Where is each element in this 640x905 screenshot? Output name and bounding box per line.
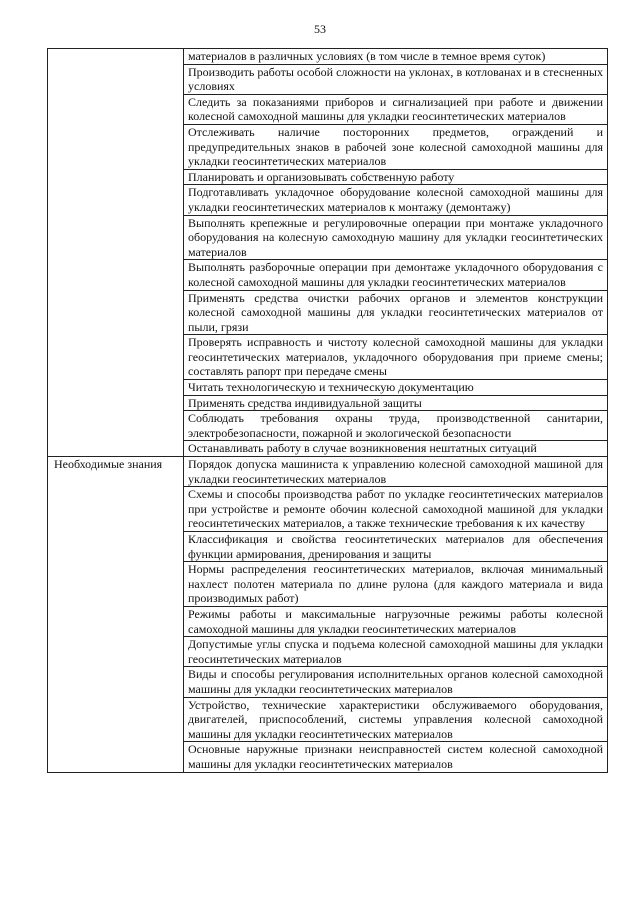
item-text: Следить за показаниями приборов и сигнализацией при работе и движении колесной самоходной машины для укладки геосинтетических материалов — [184, 94, 608, 124]
competency-table-body — [48, 49, 608, 773]
item-text: Основные наружные признаки неисправностей систем колесной самоходной машины для укладки геосинтетических материалов — [184, 742, 608, 772]
item-text: Читать технологическую и техническую документацию — [184, 380, 608, 396]
page-number: 53 — [314, 22, 326, 36]
competency-table — [47, 48, 608, 773]
item-text: Проверять исправность и чистоту колесной самоходной машины для укладки геосинтетических материалов, укладочного оборудования при приеме смены; составлять рапорт при передаче смены — [184, 335, 608, 380]
item-text: Классификация и свойства геосинтетических материалов для обеспечения функции армирования, дренирования и защиты — [184, 532, 608, 562]
item-text: Режимы работы и максимальные нагрузочные режимы работы колесной самоходной машины для укладки геосинтетических материалов — [184, 606, 608, 636]
item-text: Допустимые углы спуска и подъема колесной самоходной машины для укладки геосинтетических материалов — [184, 637, 608, 667]
table-row — [48, 457, 608, 487]
item-text: Применять средства очистки рабочих органов и элементов конструкции колесной самоходной машины для укладки геосинтетических материалов от пыли, грязи — [184, 290, 608, 335]
item-text: Отслеживать наличие посторонних предметов, ограждений и предупредительных знаков в рабочей зоне колесной самоходной машины для укладки геосинтетических материалов — [184, 124, 608, 169]
item-text: Останавливать работу в случае возникновения нештатных ситуаций — [184, 441, 608, 457]
section-label-cell — [48, 49, 184, 457]
item-text: Выполнять крепежные и регулировочные операции при монтаже укладочного оборудования на колесную самоходную машину для укладки геосинтетических материалов — [184, 215, 608, 260]
item-text: Выполнять разборочные операции при демонтаже укладочного оборудования с колесной самоходной машины для укладки геосинтетических материалов — [184, 260, 608, 290]
section-label-cell — [48, 457, 184, 772]
item-text: Схемы и способы производства работ по укладке геосинтетических материалов при устройстве и ремонте обочин колесной самоходной машиной для укладки геосинтетических материалов, а также технические требования к их качеству — [184, 487, 608, 532]
item-text: Подготавливать укладочное оборудование колесной самоходной машины для укладки геосинтетических материалов к монтажу (демонтажу) — [184, 185, 608, 215]
table-row — [48, 49, 608, 65]
item-text: материалов в различных условиях (в том числе в темное время суток) — [184, 49, 608, 65]
item-text: Устройство, технические характеристики обслуживаемого оборудования, двигателей, приспособлений, системы управления колесной самоходной машины для укладки геосинтетических материалов — [184, 697, 608, 742]
item-text: Соблюдать требования охраны труда, производственной санитарии, электробезопасности, пожарной и экологической безопасности — [184, 411, 608, 441]
item-text: Виды и способы регулирования исполнительных органов колесной самоходной машины для укладки геосинтетических материалов — [184, 667, 608, 697]
item-text: Нормы распределения геосинтетических материалов, включая минимальный нахлест полотен материала по длине рулона (для каждого материала и вида производимых работ) — [184, 562, 608, 607]
item-text: Планировать и организовывать собственную работу — [184, 169, 608, 185]
section-label: Необходимые знания — [54, 457, 163, 472]
item-text: Порядок допуска машиниста к управлению колесной самоходной машиной для укладки геосинтетических материалов — [184, 457, 608, 487]
item-text: Производить работы особой сложности на уклонах, в котлованах и в стесненных условиях — [184, 64, 608, 94]
item-text: Применять средства индивидуальной защиты — [184, 395, 608, 411]
